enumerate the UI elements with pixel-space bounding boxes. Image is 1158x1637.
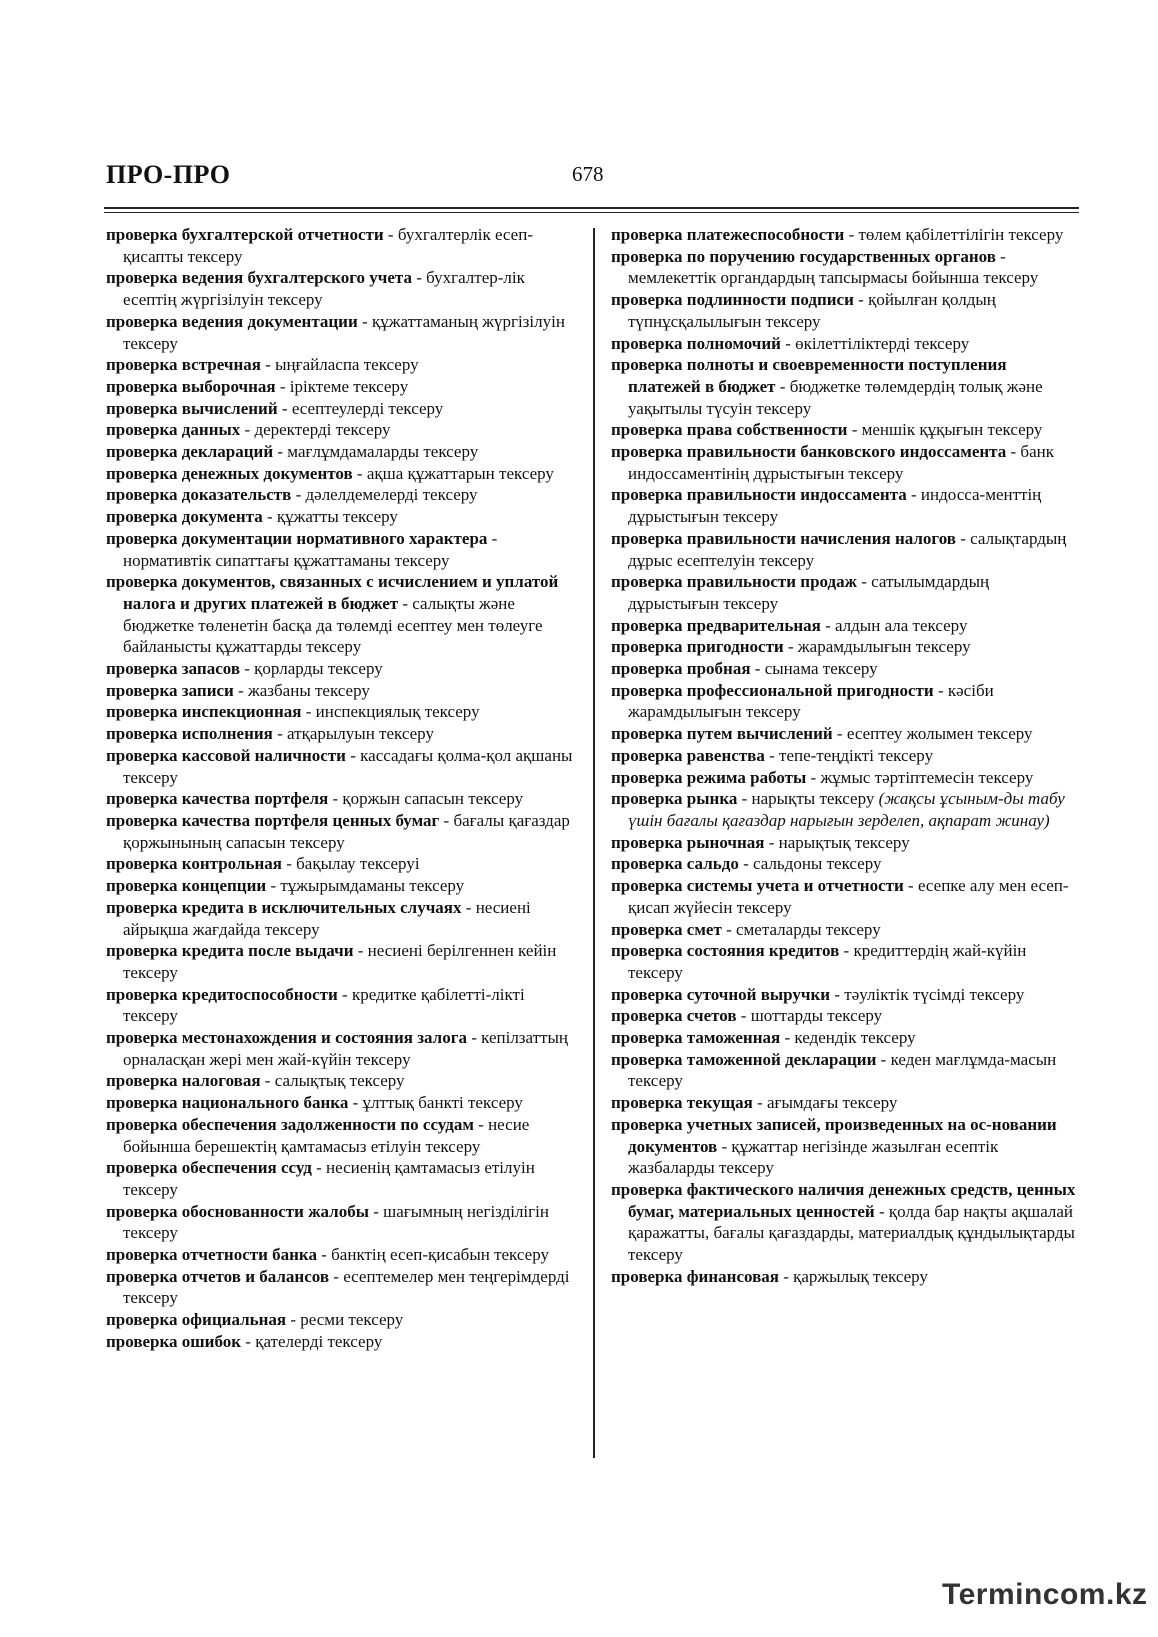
entry-definition: қателерді тексеру (255, 1331, 383, 1351)
entry-term: проверка по поручению государственных органов (611, 246, 996, 266)
entry-term: проверка данных (106, 420, 241, 440)
entry-separator: - (291, 485, 306, 505)
entry-separator: - (281, 854, 297, 874)
entry-definition: кредитке қабілетті-лікті тексеру (123, 984, 525, 1026)
header-rule-thin (104, 212, 1079, 213)
entry-separator: - (329, 1266, 344, 1286)
entry-separator: - (473, 1114, 489, 1134)
dictionary-entry (106, 853, 576, 875)
entry-term: проверка смет (611, 919, 722, 939)
entry-definition: меншік құқығын тексеру (861, 420, 1043, 440)
entry-definition: қаржылық тексеру (793, 1266, 928, 1286)
dictionary-entry (611, 767, 1081, 789)
entry-definition: несиенің қамтамасыз етілуін тексеру (123, 1158, 535, 1199)
entry-term: проверка правильности индоссамента (611, 485, 907, 505)
entry-term: проверка режима работы (611, 767, 807, 787)
entry-term: проверка платежеспособности (611, 225, 845, 244)
entry-separator: - (764, 745, 780, 765)
entry-separator: - (783, 637, 798, 657)
entry-term: проверка выборочная (106, 376, 276, 396)
entry-term: проверка предварительная (611, 615, 821, 635)
entry-term: проверка системы учета и отчетности (611, 876, 904, 896)
entry-separator: - (738, 854, 753, 874)
dictionary-entry (611, 571, 1081, 614)
entry-term: проверка денежных документов (106, 463, 353, 483)
entry-separator: - (466, 1028, 482, 1048)
entry-definition: атқарылуын тексеру (287, 724, 434, 744)
entry-definition: бағалы қағаздар қоржынының сапасын тексеру (123, 810, 570, 852)
dictionary-entry (106, 528, 576, 571)
dictionary-entry (611, 289, 1081, 332)
entry-definition: шағымның негізділігін тексеру (123, 1201, 549, 1243)
entry-separator: - (398, 593, 413, 613)
entry-separator: - (1006, 442, 1021, 462)
entry-definition: тәуліктік түсімді тексеру (844, 984, 1025, 1004)
right-column (611, 224, 1081, 1287)
entry-definition: нарықтық тексеру (778, 832, 910, 852)
entry-term: проверка бухгалтерской отчетности (106, 225, 384, 244)
entry-definition: құжатты тексеру (276, 507, 398, 527)
entry-term: проверка ошибок (106, 1331, 242, 1351)
entry-definition: бухгалтерлік есеп-қисапты тексеру (123, 225, 533, 266)
entry-separator: - (260, 355, 276, 375)
dictionary-entry (611, 832, 1081, 854)
entry-term: проверка правильности продаж (611, 572, 857, 592)
dictionary-entry (106, 701, 576, 723)
entry-separator: - (233, 680, 249, 700)
entry-term: проверка равенства (611, 745, 765, 765)
entry-definition: кедендік тексеру (794, 1028, 916, 1048)
entry-term: проверка обеспечения ссуд (106, 1158, 312, 1178)
dictionary-entry (611, 984, 1081, 1006)
entry-term: проверка финансовая (611, 1266, 779, 1286)
entry-definition: кәсіби жарамдылығын тексеру (628, 680, 994, 722)
entry-definition: қолда бар нақты ақшалай қаражатты, бағалы қағаздарды, материалдық құндылықтарды тексеру (628, 1201, 1075, 1265)
entry-definition: несиені айрықша жағдайда тексеру (123, 897, 531, 939)
dictionary-entry (611, 224, 1081, 246)
entry-term: проверка национального банка (106, 1093, 349, 1113)
entry-separator: - (820, 615, 835, 635)
entry-separator: - (369, 1201, 384, 1221)
entry-separator: - (830, 984, 845, 1004)
dictionary-entry (106, 875, 576, 897)
dictionary-entry (611, 528, 1081, 571)
entry-term: проверка полноты и своевременности поступления платежей в бюджет (611, 355, 1007, 396)
entry-definition: бухгалтер-лік есептің жүргізілуін тексеру (123, 268, 525, 310)
entry-separator: - (764, 832, 779, 852)
entry-term: проверка права собственности (611, 420, 848, 440)
entry-term: проверка местонахождения и состояния залога (106, 1028, 467, 1048)
dictionary-entry (106, 1157, 576, 1200)
entry-separator: - (780, 333, 796, 353)
entry-definition: бюджетке төлемдердің толық және уақытылы түсуін тексеру (628, 376, 1043, 418)
entry-term: проверка деклараций (106, 442, 274, 462)
dictionary-entry (106, 1244, 576, 1266)
dictionary-entry (106, 376, 576, 398)
entry-separator: - (240, 420, 255, 440)
entry-definition: кассадағы қолма-қол ақшаны тексеру (123, 745, 573, 787)
entry-separator: - (903, 876, 918, 896)
entry-definition: кеден мағлұмда-масын тексеру (628, 1049, 1057, 1091)
entry-separator: - (750, 659, 765, 679)
entry-separator: - (348, 1093, 363, 1113)
entry-term: проверка учетных записей, произведенных на ос-новании документов (611, 1114, 1057, 1156)
dictionary-entry (611, 1005, 1081, 1027)
dictionary-entry (106, 810, 576, 853)
entry-definition: құжаттаманың жүргізілуін тексеру (123, 311, 565, 353)
entry-separator: - (847, 420, 862, 440)
entry-term: проверка счетов (611, 1006, 737, 1026)
entry-term: проверка документации нормативного характера (106, 528, 488, 548)
entry-separator: - (955, 528, 971, 548)
entry-term: проверка контрольная (106, 854, 282, 874)
entry-term: проверка обеспечения задолженности по ссудам (106, 1114, 474, 1134)
entry-definition: қойылған қолдың түпнұсқалылығын тексеру (628, 290, 996, 331)
dictionary-entry (611, 658, 1081, 680)
dictionary-entry (611, 723, 1081, 745)
dictionary-entry (106, 441, 576, 463)
dictionary-entry (611, 1049, 1081, 1092)
entry-term: проверка обоснованности жалобы (106, 1201, 369, 1221)
entry-definition: сатылымдардың дұрыстығын тексеру (628, 572, 990, 613)
dictionary-entry (611, 788, 1081, 831)
entry-term: проверка ведения документации (106, 311, 358, 331)
entry-definition: ағымдағы тексеру (766, 1093, 898, 1113)
entry-separator: - (844, 225, 859, 244)
dictionary-entry (106, 224, 576, 267)
entry-separator: - (383, 225, 398, 244)
entry-definition: жарамдылығын тексеру (797, 637, 971, 657)
entry-term: проверка путем вычислений (611, 724, 833, 744)
entry-definition: іріктеме тексеру (289, 376, 409, 396)
entry-separator: - (832, 724, 847, 744)
dictionary-entry (106, 788, 576, 810)
entry-definition: есептеу жолымен тексеру (846, 724, 1033, 744)
entry-term: проверка концепции (106, 876, 267, 896)
entry-definition: жазбаны тексеру (248, 680, 370, 700)
site-watermark: Termincom.kz (942, 1578, 1148, 1611)
entry-separator: - (780, 1028, 795, 1048)
entry-note: (жақсы ұсыным-ды табу үшін бағалы қағаздар нарығын зерделеп, ақпарат жинау) (628, 789, 1065, 830)
entry-definition: тұжырымдаманы тексеру (280, 876, 465, 896)
entry-term: проверка пригодности (611, 637, 784, 657)
entry-term: проверка кредита после выдачи (106, 941, 354, 961)
entry-term: проверка налоговая (106, 1071, 261, 1091)
dictionary-entry (106, 1201, 576, 1244)
dictionary-entry (106, 311, 576, 354)
entry-definition: құжаттар негізінде жазылған есептік жазбаларды тексеру (628, 1136, 999, 1178)
dictionary-entry (106, 680, 576, 702)
entry-term: проверка суточной выручки (611, 984, 831, 1004)
entry-term: проверка таможенная (611, 1028, 781, 1048)
entry-separator: - (906, 485, 921, 505)
entry-term: проверка качества портфеля ценных бумаг (106, 810, 440, 830)
entry-separator: - (301, 702, 316, 722)
entry-separator: - (439, 810, 454, 830)
entry-definition: дәлелдемелерді тексеру (305, 485, 478, 505)
entry-separator: - (345, 745, 361, 765)
entry-term: проверка качества портфеля (106, 789, 329, 809)
dictionary-entry (611, 1266, 1081, 1288)
entry-separator: - (273, 442, 288, 462)
entry-separator: - (352, 463, 367, 483)
entry-definition: несиені берілгеннен кейін тексеру (123, 941, 557, 982)
entry-term: проверка таможенной декларации (611, 1049, 877, 1069)
entry-definition: есепке алу мен есеп-қисап жүйесін тексеру (628, 876, 1069, 917)
entry-definition: тепе-теңдікті тексеру (779, 745, 934, 765)
dictionary-entry (106, 1070, 576, 1092)
entry-definition: банктің есеп-қисабын тексеру (331, 1245, 549, 1265)
dictionary-entry (106, 398, 576, 420)
dictionary-entry (106, 463, 576, 485)
entry-term: проверка сальдо (611, 854, 739, 874)
entry-separator: - (839, 941, 854, 961)
dictionary-entry (106, 484, 576, 506)
entry-term: проверка документа (106, 507, 263, 527)
dictionary-entry (106, 1092, 576, 1114)
dictionary-entry (106, 1309, 576, 1331)
entry-separator: - (240, 659, 255, 679)
entry-separator: - (775, 376, 790, 396)
dictionary-entry (611, 745, 1081, 767)
entry-term: проверка полномочий (611, 333, 781, 353)
dictionary-entry (611, 1027, 1081, 1049)
entry-term: проверка ведения бухгалтерского учета (106, 268, 412, 288)
dictionary-entry (611, 875, 1081, 918)
entry-term: проверка кредита в исключительных случаях (106, 897, 462, 917)
entry-definition: кредиттердің жай-күйін тексеру (628, 941, 1027, 982)
entry-definition: несие бойынша берешектің қамтамасыз етілуін тексеру (123, 1114, 530, 1156)
entry-definition: есептеулерді тексеру (291, 398, 444, 418)
dictionary-entry (106, 1027, 576, 1070)
entry-separator: - (260, 1071, 275, 1091)
entry-term: проверка рыночная (611, 832, 765, 852)
entry-definition: бақылау тексеруі (296, 854, 420, 874)
entry-separator: - (806, 767, 821, 787)
entry-definition: ақша құжаттарын тексеру (366, 463, 554, 483)
dictionary-entry (106, 1331, 576, 1353)
entry-separator: - (487, 528, 498, 548)
dictionary-entry (611, 441, 1081, 484)
entry-term: проверка официальная (106, 1310, 287, 1330)
entry-definition: есептемелер мен теңгерімдерді тексеру (123, 1266, 570, 1308)
entry-term: проверка исполнения (106, 724, 273, 744)
dictionary-entry (611, 615, 1081, 637)
dictionary-entry (611, 940, 1081, 983)
entry-separator: - (275, 376, 290, 396)
dictionary-entry (106, 571, 576, 658)
dictionary-entry (106, 506, 576, 528)
entry-separator: - (266, 876, 281, 896)
dictionary-entry (106, 745, 576, 788)
entry-separator: - (856, 572, 872, 592)
entry-term: проверка правильности банковского индоссамента (611, 442, 1007, 462)
entry-term: проверка рынка (611, 789, 738, 809)
entry-separator: - (853, 290, 869, 310)
entry-term: проверка состояния кредитов (611, 941, 840, 961)
left-column (106, 224, 576, 1353)
entry-term: проверка кассовой наличности (106, 745, 346, 765)
entry-separator: - (933, 680, 948, 700)
dictionary-entry (106, 897, 576, 940)
entry-definition: салықтардың дұрыс есептелуін тексеру (628, 528, 1067, 570)
entry-separator: - (353, 941, 368, 961)
dictionary-entry (611, 1114, 1081, 1179)
entry-definition: ыңғайласпа тексеру (275, 355, 419, 375)
entry-term: проверка записи (106, 680, 234, 700)
entry-definition: инспекциялық тексеру (315, 702, 480, 722)
dictionary-entry (106, 1114, 576, 1157)
dictionary-entry (106, 984, 576, 1027)
entry-definition: нормативтік сипаттағы құжаттаманы тексеру (123, 550, 450, 570)
entry-separator: - (262, 507, 277, 527)
dictionary-entry (611, 354, 1081, 419)
entry-term: проверка фактического наличия денежных средств, ценных бумаг, материальных ценностей (611, 1179, 1076, 1221)
entry-definition: қорларды тексеру (254, 659, 383, 679)
dictionary-entry (611, 853, 1081, 875)
header-rule-thick (104, 207, 1079, 209)
dictionary-entry (611, 636, 1081, 658)
entry-definition: өкілеттіліктерді тексеру (795, 333, 970, 353)
entry-separator: - (272, 724, 288, 744)
entry-separator: - (995, 246, 1006, 266)
entry-separator: - (752, 1093, 767, 1113)
entry-term: проверка вычислений (106, 398, 278, 418)
entry-separator: - (721, 919, 736, 939)
entry-separator: - (461, 897, 476, 917)
entry-separator: - (736, 1006, 751, 1026)
dictionary-entry (611, 333, 1081, 355)
entry-definition: ресми тексеру (300, 1310, 404, 1330)
dictionary-entry (106, 354, 576, 376)
entry-separator: - (778, 1266, 794, 1286)
entry-definition: банк индоссаментінің дұрыстығын тексеру (628, 442, 1054, 483)
dictionary-entry (611, 680, 1081, 723)
entry-separator: - (277, 398, 292, 418)
entry-separator: - (286, 1310, 301, 1330)
entry-separator: - (311, 1158, 327, 1178)
dictionary-entry (611, 1092, 1081, 1114)
dictionary-entry (106, 940, 576, 983)
entry-definition: нарықты тексеру (751, 789, 879, 809)
entry-definition: алдын ала тексеру (834, 615, 968, 635)
entry-definition: салықты және бюджетке төленетін басқа да төлемді есептеу мен төлеуге байланысты құжаттарды тексеру (123, 593, 543, 657)
dictionary-entry (611, 1179, 1081, 1266)
entry-separator: - (876, 1049, 891, 1069)
entry-term: проверка документов, связанных с исчислением и уплатой налога и других платежей в бюджет (106, 572, 559, 613)
entry-term: проверка запасов (106, 659, 240, 679)
entry-separator: - (337, 984, 352, 1004)
entry-definition: төлем қабілеттілігін тексеру (858, 225, 1064, 244)
entry-definition: салықтық тексеру (274, 1071, 405, 1091)
dictionary-entry (106, 658, 576, 680)
entry-separator: - (411, 268, 427, 288)
entry-definition: мемлекеттік органдардың тапсырмасы бойынша тексеру (628, 268, 1039, 288)
entry-definition: сальдоны тексеру (753, 854, 882, 874)
entry-term: проверка правильности начисления налогов (611, 528, 956, 548)
entry-definition: индосса-менттің дұрыстығын тексеру (628, 485, 1042, 527)
entry-separator: - (357, 311, 372, 331)
column-divider (593, 228, 595, 1458)
entry-definition: сынама тексеру (764, 659, 878, 679)
dictionary-entry (611, 419, 1081, 441)
entry-separator: - (737, 789, 752, 809)
entry-separator: - (328, 789, 343, 809)
dictionary-entry (611, 484, 1081, 527)
entry-term: проверка пробная (611, 659, 751, 679)
entry-term: проверка встречная (106, 355, 261, 375)
entry-term: проверка профессиональной пригодности (611, 680, 934, 700)
entry-separator: - (717, 1136, 732, 1156)
entry-term: проверка текущая (611, 1093, 753, 1113)
dictionary-entry (106, 723, 576, 745)
entry-definition: шоттарды тексеру (750, 1006, 883, 1026)
entry-definition: деректерді тексеру (254, 420, 391, 440)
dictionary-entry (611, 246, 1081, 289)
entry-term: проверка подлинности подписи (611, 290, 854, 310)
entry-definition: ұлттық банкті тексеру (362, 1093, 523, 1113)
entry-term: проверка отчетов и балансов (106, 1266, 330, 1286)
entry-term: проверка кредитоспособности (106, 984, 338, 1004)
entry-term: проверка доказательств (106, 485, 292, 505)
entry-definition: мағлұмдамаларды тексеру (287, 442, 479, 462)
dictionary-entry (106, 1266, 576, 1309)
dictionary-entry (106, 267, 576, 310)
page-title: ПРО-ПРО (106, 160, 231, 189)
entry-separator: - (874, 1201, 889, 1221)
entry-separator: - (316, 1245, 332, 1265)
page-number: 678 (572, 162, 604, 186)
entry-definition: қоржын сапасын тексеру (342, 789, 524, 809)
entry-definition: сметаларды тексеру (736, 919, 881, 939)
entry-definition: жұмыс тәртіптемесін тексеру (820, 767, 1034, 787)
entry-term: проверка инспекционная (106, 702, 302, 722)
entry-term: проверка отчетности банка (106, 1245, 317, 1265)
dictionary-entry (611, 919, 1081, 941)
entry-definition: кепілзаттың орналасқан жері мен жай-күйін тексеру (123, 1028, 569, 1069)
entry-separator: - (241, 1331, 256, 1351)
dictionary-entry (106, 419, 576, 441)
